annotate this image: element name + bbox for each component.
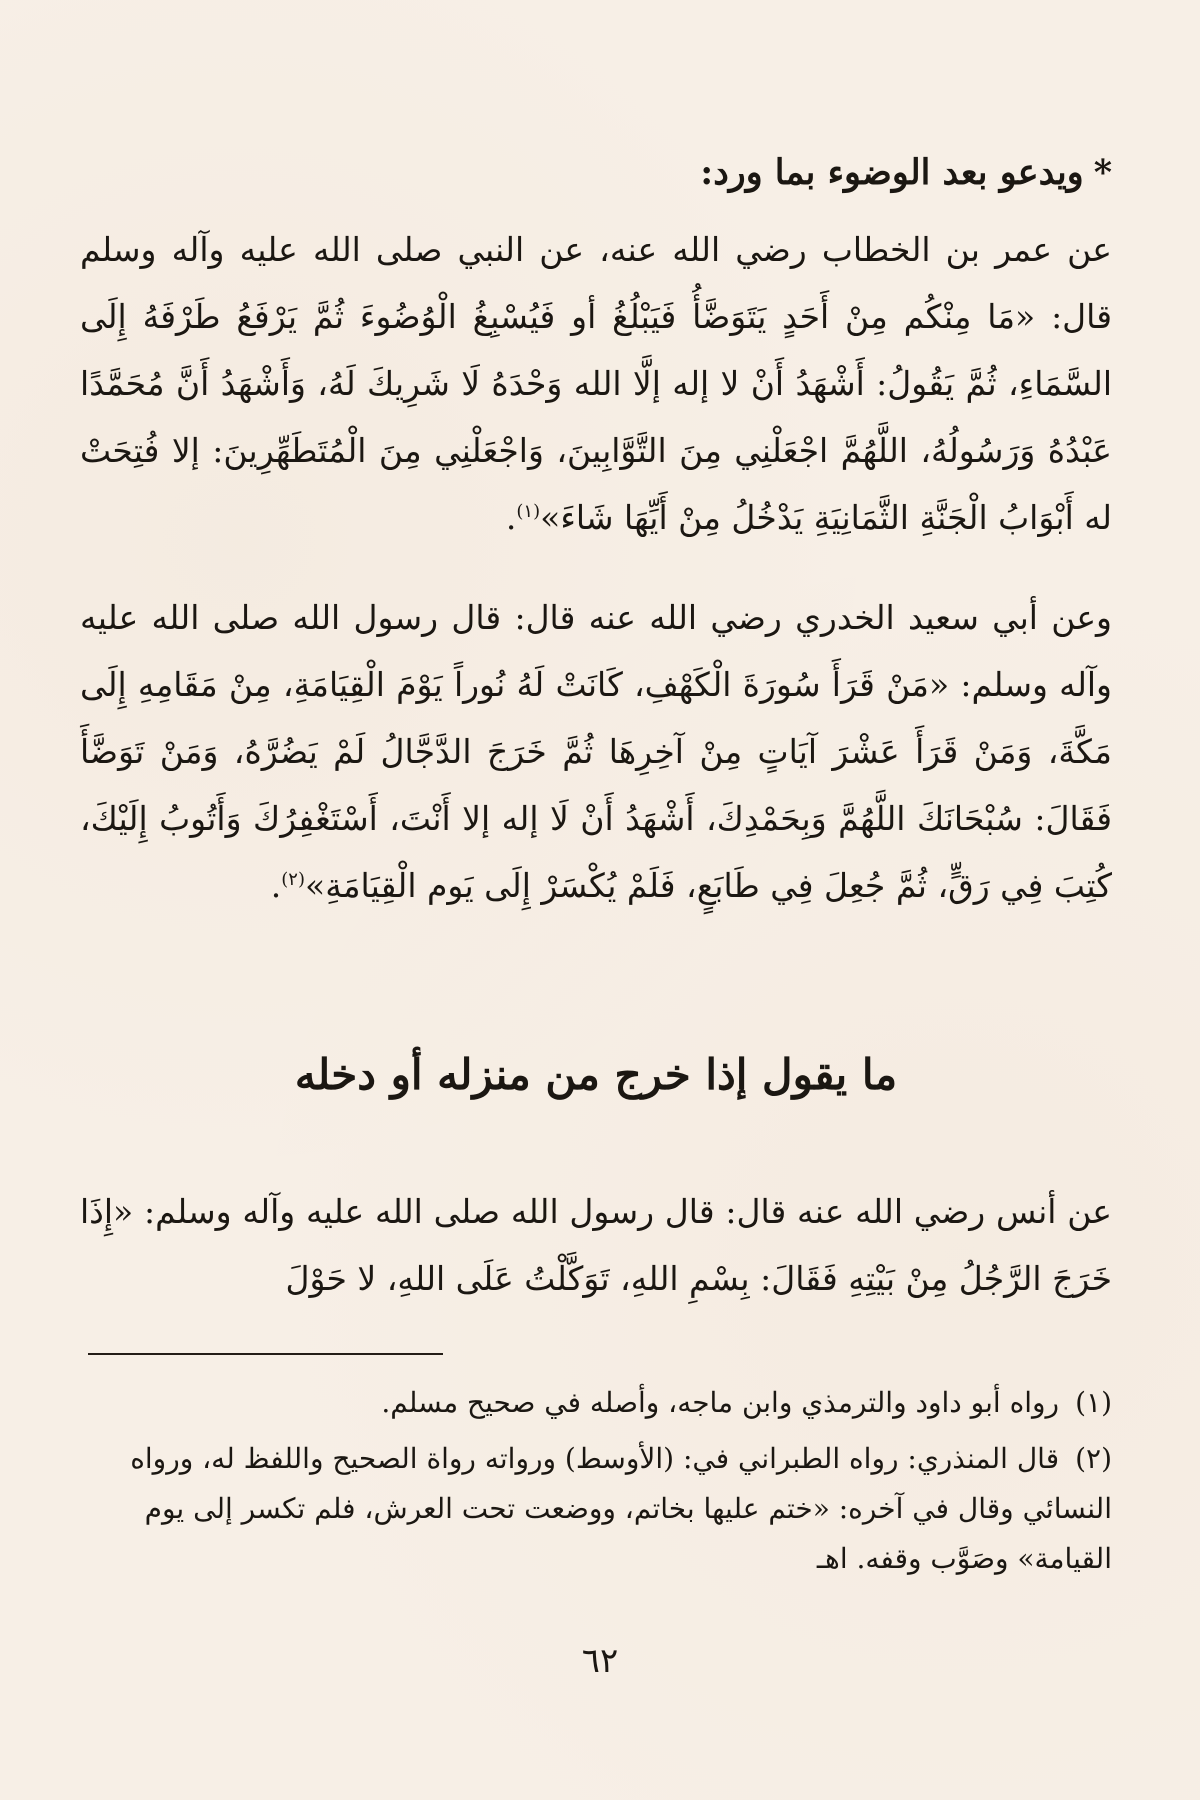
footnote-separator xyxy=(88,1353,443,1355)
paragraph-1-text: عن عمر بن الخطاب رضي الله عنه، عن النبي صلى الله عليه وآله وسلم قال: «مَا مِنْكُم مِنْ أَحَدٍ يَتَوَضَّأُ فَيَبْلُغُ أو فَيُسْبِغُ الْوُضُوءَ ثُمَّ يَرْفَعُ طَرْفَهُ إِلَى السَّمَاءِ، ثُمَّ يَقُولُ: أَشْهَدُ أَنْ لا إله إلَّا الله وَحْدَهُ لَا شَرِيكَ لَهُ، وَأَشْهَدُ أَنَّ مُحَمَّدًا عَبْدُهُ وَرَسُولُهُ، اللَّهُمَّ اجْعَلْنِي مِنَ التَّوَّابِينَ، وَاجْعَلْنِي مِنَ الْمُتَطَهِّرِينَ: إلا فُتِحَتْ له أَبْوَابُ الْجَنَّةِ الثَّمَانِيَةِ يَدْخُلُ مِنْ أَيِّهَا شَاءَ» xyxy=(80,230,1112,537)
section-intro xyxy=(80,142,1112,204)
footnote-ref-1: (١) xyxy=(516,501,541,522)
footnote-1-text: رواه أبو داود والترمذي وابن ماجه، وأصله في صحيح مسلم. xyxy=(381,1386,1060,1419)
footnote-ref-2: (٢) xyxy=(281,869,305,890)
paragraph-3-text: عن أنس رضي الله عنه قال: قال رسول الله صلى الله عليه وآله وسلم: «إِذَا خَرَجَ الرَّجُلُ مِنْ بَيْتِهِ فَقَالَ: بِسْمِ اللهِ، تَوَكَّلْتُ عَلَى اللهِ، لا حَوْلَ xyxy=(80,1192,1112,1298)
paragraph-1-end: . xyxy=(505,498,517,537)
paragraph-2-text: وعن أبي سعيد الخدري رضي الله عنه قال: قال رسول الله صلى الله عليه وآله وسلم: «مَنْ قَرَأَ سُورَةَ الْكَهْفِ، كَانَتْ لَهُ نُوراً يَوْمَ الْقِيَامَةِ، مِنْ مَقَامِهِ إِلَى مَكَّةَ، وَمَنْ قَرَأَ عَشْرَ آيَاتٍ مِنْ آخِرِهَا ثُمَّ خَرَجَ الدَّجَّالُ لَمْ يَضُرَّهُ، وَمَنْ تَوَضَّأَ فَقَالَ: سُبْحَانَكَ اللَّهُمَّ وَبِحَمْدِكَ، أَشْهَدُ أَنْ لَا إله إلا أَنْتَ، أَسْتَغْفِرُكَ وَأَتُوبُ إِلَيْكَ، كُتِبَ فِي رَقٍّ، ثُمَّ جُعِلَ فِي طَابَعٍ، فَلَمْ يُكْسَرْ إِلَى يَوم الْقِيَامَةِ» xyxy=(80,598,1112,905)
footnote-1-number: (١) xyxy=(1075,1386,1112,1419)
footnote-2-number: (٢) xyxy=(1075,1442,1112,1475)
paragraph-2-end: . xyxy=(270,866,282,905)
paragraph-3 xyxy=(80,1178,1112,1312)
page-number: ٦٢ xyxy=(581,1641,619,1681)
intro-text: ويدعو بعد الوضوء بما ورد: xyxy=(700,152,1084,193)
section-heading: ما يقول إذا خرج من منزله أو دخله xyxy=(294,1050,898,1099)
footnote-2-text: قال المنذري: رواه الطبراني في: (الأوسط) ورواته رواة الصحيح واللفظ له، ورواه النسائي وقال في آخره: «ختم عليها بخاتم، ووضعت تحت العرش، فلم تكسر إلى يوم القيامة» وصَوَّب وقفه. اهـ xyxy=(130,1442,1112,1575)
footnote-1 xyxy=(80,1378,1112,1428)
footnote-2 xyxy=(80,1434,1112,1584)
paragraph-2 xyxy=(80,584,1112,919)
paragraph-1 xyxy=(80,216,1112,551)
star-icon: * xyxy=(1093,152,1112,193)
